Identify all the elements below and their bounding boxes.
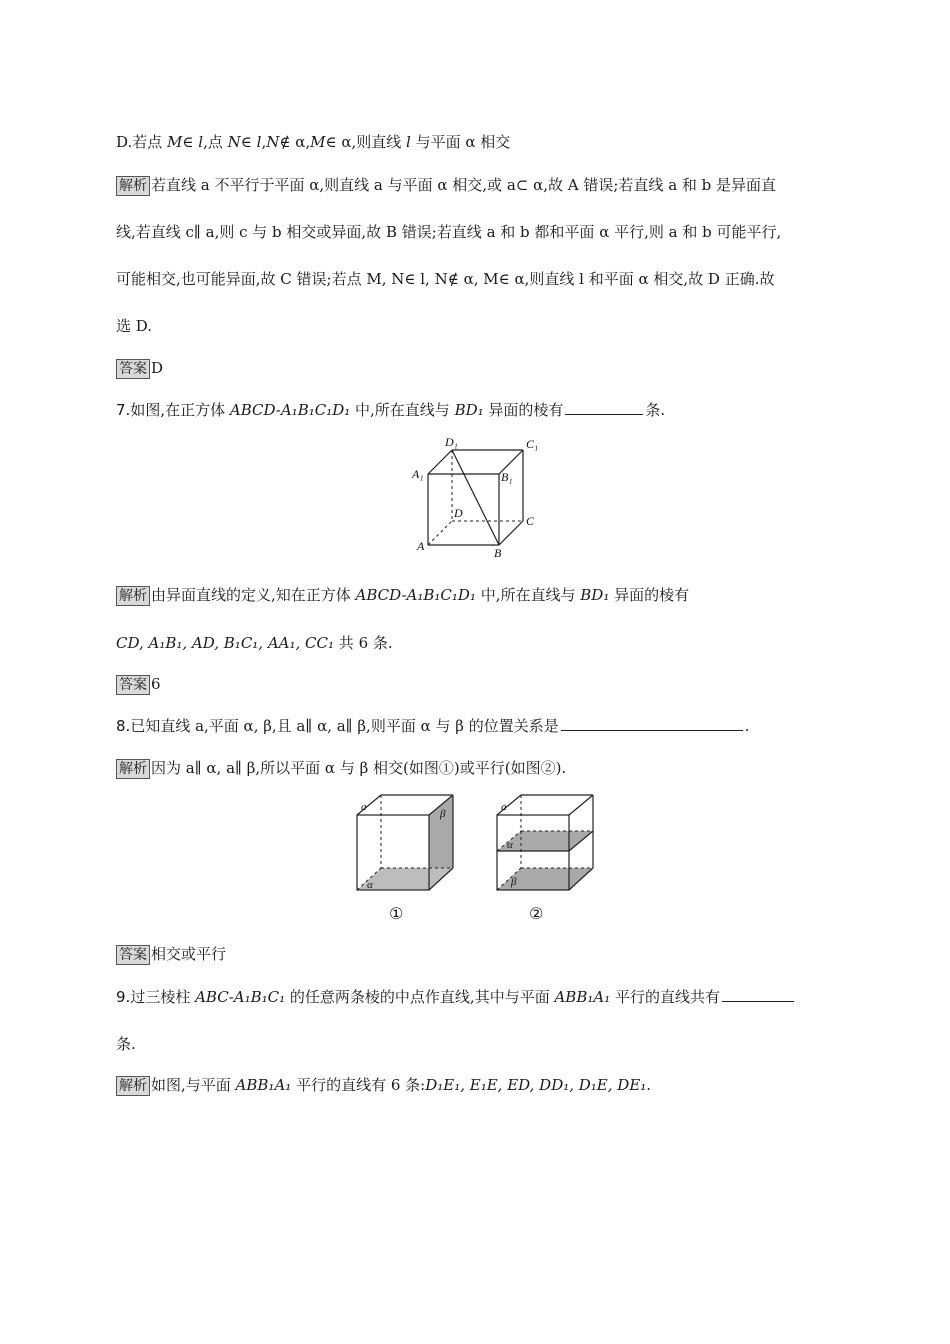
q6-analysis-line-1: 解析 若直线 a 不平行于平面 α,则直线 a 与平面 α 相交,或 a⊂ α,故 A 错误;若直线 a 和 b 是异面直 [116, 175, 776, 196]
q6-option-d: D.若点 M∈ l,点 N∈ l,N∉ α,M∈ α,则直线 l 与平面 α 相交 [116, 133, 511, 151]
diagonal-bd1 [452, 450, 499, 545]
q6-analysis-line-3: 可能相交,也可能异面,故 C 错误;若点 M, N∈ l, N∉ α, M∈ α,则直线 l 和平面 α 相交,故 D 正确.故 [116, 270, 775, 288]
q8-answer: 答案 相交或平行 [116, 944, 226, 965]
label-b: B [494, 546, 502, 560]
q8-figure-2 [495, 793, 600, 893]
q7-cube-figure [405, 432, 555, 562]
q7-answer-blank[interactable] [565, 400, 643, 415]
label-c: C [526, 514, 535, 528]
q7-analysis-line-2: CD, A₁B₁, AD, B₁C₁, AA₁, CC₁ 共 6 条. [116, 634, 393, 652]
label-alpha: α [507, 839, 513, 851]
q7-stem: 7.如图,在正方体 ABCD-A₁B₁C₁D₁ 中,所在直线与 BD₁ 异面的棱有 条. [116, 401, 666, 419]
label-c1: C₁ [526, 437, 539, 451]
q6-analysis-line-4: 选 D. [116, 317, 153, 335]
hidden-edge-ad [428, 521, 452, 545]
q9-answer-blank[interactable] [722, 987, 794, 1002]
analysis-tag: 解析 [116, 176, 150, 196]
label-alpha: α [367, 879, 373, 891]
label-d: D [454, 506, 463, 520]
q8-stem: 8.已知直线 a,平面 α, β,且 a∥ α, a∥ β,则平面 α 与 β 的位置关系是 . [116, 717, 750, 735]
label-a: A [417, 539, 425, 553]
q6-answer: 答案 D [116, 358, 163, 379]
label-beta: β [511, 876, 517, 888]
q9-stem-line-1: 9.过三棱柱 ABC-A₁B₁C₁ 的任意两条棱的中点作直线,其中与平面 ABB₁A₁ 平行的直线共有 [116, 987, 796, 1007]
answer-tag: 答案 [116, 359, 150, 379]
q8-fig1-caption: ① [389, 904, 404, 923]
q8-answer-blank[interactable] [561, 716, 743, 731]
edge-a1d1 [428, 450, 452, 474]
q6-analysis-line-2: 线,若直线 c∥ a,则 c 与 b 相交或异面,故 B 错误;若直线 a 和 b 都和平面 α 平行,则 a 和 b 可能平行, [116, 223, 782, 241]
answer-tag: 答案 [116, 945, 150, 965]
q8-fig2-caption: ② [529, 904, 544, 923]
label-a: a [501, 801, 507, 813]
q7-analysis-line-1: 解析 由异面直线的定义,知在正方体 ABCD-A₁B₁C₁D₁ 中,所在直线与 BD₁ 异面的棱有 [116, 585, 689, 606]
label-beta: β [440, 808, 446, 820]
q8-number: 8. [116, 717, 131, 735]
label-a: a [361, 801, 367, 813]
q9-stem-line-2: 条. [116, 1035, 136, 1053]
label-a1: A₁ [412, 467, 424, 481]
edge-bc [499, 521, 523, 545]
q8-figure-1 [355, 793, 460, 893]
analysis-tag: 解析 [116, 586, 150, 606]
analysis-tag: 解析 [116, 1076, 150, 1096]
q7-number: 7. [116, 401, 131, 419]
q9-number: 9. [116, 988, 131, 1006]
answer-tag: 答案 [116, 675, 150, 695]
label-d1: D₁ [445, 435, 458, 449]
q8-analysis: 解析 因为 a∥ α, a∥ β,所以平面 α 与 β 相交(如图①)或平行(如图②). [116, 758, 566, 779]
q9-analysis: 解析 如图,与平面 ABB₁A₁ 平行的直线有 6 条:D₁E₁, E₁E, ED, DD₁, D₁E, DE₁. [116, 1075, 651, 1096]
label-b1: B₁ [501, 470, 513, 484]
analysis-tag: 解析 [116, 759, 150, 779]
q7-answer: 答案 6 [116, 674, 161, 695]
